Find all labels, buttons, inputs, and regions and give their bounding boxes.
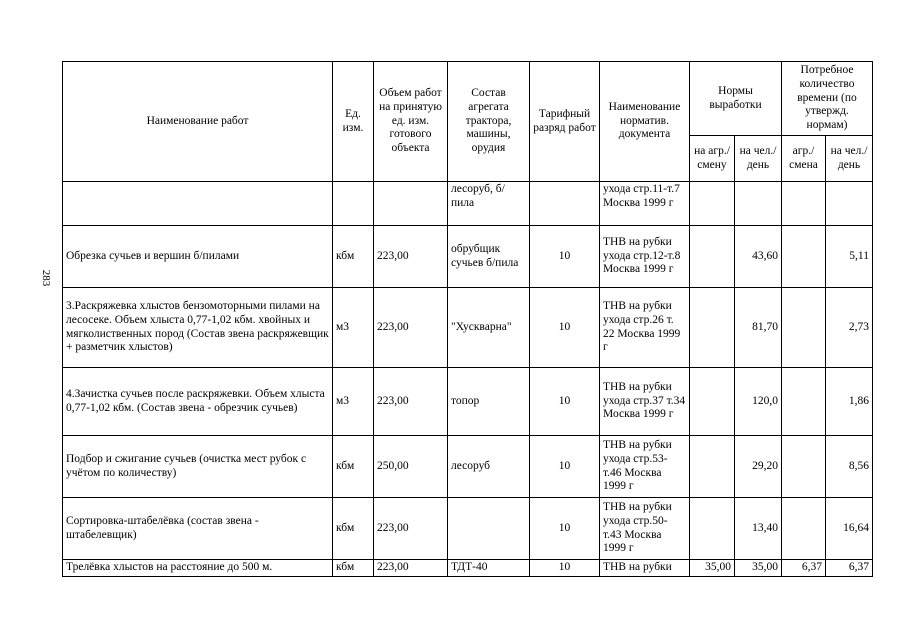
- cell-volume: 223,00: [374, 288, 448, 368]
- cell-norms-man: [735, 182, 782, 226]
- cell-volume: 223,00: [374, 226, 448, 288]
- cell-norms-agr: [690, 226, 735, 288]
- cell-document: ТНВ на рубки ухода стр.50-т.43 Москва 1999 г: [600, 498, 690, 560]
- cell-composition: лесоруб: [448, 436, 530, 498]
- header-composition: Состав агрегата трактора, машины, орудия: [448, 62, 530, 182]
- cell-composition: [448, 498, 530, 560]
- header-volume: Объем работ на принятую ед. изм. готового объекта: [374, 62, 448, 182]
- table-row: [63, 182, 873, 226]
- cell-name: Сортировка-штабелёвка (состав звена - штабелевщик): [63, 498, 333, 560]
- cell-grade: 10: [530, 498, 600, 560]
- header-time-agr: агр./ смена: [782, 136, 826, 182]
- table-row: [63, 560, 873, 577]
- cell-name: 4.Зачистка сучьев после раскряжевки. Объем хлыста 0,77-1,02 кбм. (Состав звена - обрезчик сучьев): [63, 368, 333, 436]
- cell-time-agr: [782, 436, 826, 498]
- cell-time-agr: [782, 288, 826, 368]
- cell-volume: 223,00: [374, 498, 448, 560]
- cell-norms-agr: 35,00: [690, 560, 735, 577]
- header-norms: Нормы выработки: [690, 62, 782, 136]
- cell-name: Обрезка сучьев и вершин б/пилами: [63, 226, 333, 288]
- cell-time-man: 5,11: [826, 226, 873, 288]
- cell-norms-man: 13,40: [735, 498, 782, 560]
- cell-grade: 10: [530, 288, 600, 368]
- table-row: [63, 436, 873, 498]
- cell-unit: м3: [333, 368, 374, 436]
- cell-document: ТНВ на рубки ухода стр.12-т.8 Москва 1999 г: [600, 226, 690, 288]
- cell-grade: 10: [530, 226, 600, 288]
- cell-unit: м3: [333, 288, 374, 368]
- cell-time-man: [826, 182, 873, 226]
- cell-document: ТНВ на рубки ухода стр.26 т. 22 Москва 1999 г: [600, 288, 690, 368]
- cell-name: Трелёвка хлыстов на расстояние до 500 м.: [63, 560, 333, 577]
- header-time-man: на чел./ день: [826, 136, 873, 182]
- cell-name: 3.Раскряжевка хлыстов бензомоторными пилами на лесосеке. Объем хлыста 0,77-1,02 кбм. хвойных и мягколиственных пород (Состав звена раскряжевщик + разметчик хлыстов): [63, 288, 333, 368]
- cell-name: [63, 182, 333, 226]
- page-number: 283: [40, 269, 52, 287]
- cell-time-agr: [782, 368, 826, 436]
- cell-composition: лесоруб, б/пила: [448, 182, 530, 226]
- header-grade: Тарифный разряд работ: [530, 62, 600, 182]
- cell-name: Подбор и сжигание сучьев (очистка мест рубок с учётом по количеству): [63, 436, 333, 498]
- cell-document: ТНВ на рубки ухода стр.53-т.46 Москва 1999 г: [600, 436, 690, 498]
- cell-unit: кбм: [333, 498, 374, 560]
- cell-grade: 10: [530, 436, 600, 498]
- table-row: [63, 288, 873, 368]
- cell-grade: 10: [530, 560, 600, 577]
- cell-unit: кбм: [333, 226, 374, 288]
- cell-document: ТНВ на рубки ухода стр.37 т.34 Москва 1999 г: [600, 368, 690, 436]
- cell-norms-agr: [690, 288, 735, 368]
- cell-grade: [530, 182, 600, 226]
- cell-norms-man: 43,60: [735, 226, 782, 288]
- cell-volume: [374, 182, 448, 226]
- cell-norms-man: 29,20: [735, 436, 782, 498]
- header-norms-agr: на агр./ смену: [690, 136, 735, 182]
- table-row: [63, 368, 873, 436]
- cell-time-man: 1,86: [826, 368, 873, 436]
- cell-time-man: 6,37: [826, 560, 873, 577]
- cell-document: ухода стр.11-т.7 Москва 1999 г: [600, 182, 690, 226]
- cell-volume: 223,00: [374, 368, 448, 436]
- cell-composition: обрубщик сучьев б/пила: [448, 226, 530, 288]
- cell-time-agr: [782, 182, 826, 226]
- header-norms-man: на чел./ день: [735, 136, 782, 182]
- cell-time-man: 8,56: [826, 436, 873, 498]
- cell-grade: 10: [530, 368, 600, 436]
- header-unit: Ед. изм.: [333, 62, 374, 182]
- table-row: [63, 498, 873, 560]
- cell-unit: кбм: [333, 560, 374, 577]
- cell-norms-man: 35,00: [735, 560, 782, 577]
- cell-volume: 223,00: [374, 560, 448, 577]
- cell-composition: "Хускварна": [448, 288, 530, 368]
- cell-unit: кбм: [333, 436, 374, 498]
- cell-time-agr: [782, 498, 826, 560]
- cell-norms-agr: [690, 436, 735, 498]
- header-document: Наименование норматив. документа: [600, 62, 690, 182]
- cell-time-agr: [782, 226, 826, 288]
- header-time: Потребное количество времени (по утвержд. нормам): [782, 62, 873, 136]
- cell-unit: [333, 182, 374, 226]
- cell-norms-man: 81,70: [735, 288, 782, 368]
- header-name: Наименование работ: [63, 62, 333, 182]
- cell-time-agr: 6,37: [782, 560, 826, 577]
- cell-document: ТНВ на рубки: [600, 560, 690, 577]
- work-norms-table: [62, 61, 873, 577]
- cell-composition: топор: [448, 368, 530, 436]
- cell-time-man: 16,64: [826, 498, 873, 560]
- cell-time-man: 2,73: [826, 288, 873, 368]
- cell-volume: 250,00: [374, 436, 448, 498]
- cell-norms-man: 120,0: [735, 368, 782, 436]
- table-row: [63, 226, 873, 288]
- cell-norms-agr: [690, 182, 735, 226]
- cell-composition: ТДТ-40: [448, 560, 530, 577]
- cell-norms-agr: [690, 498, 735, 560]
- cell-norms-agr: [690, 368, 735, 436]
